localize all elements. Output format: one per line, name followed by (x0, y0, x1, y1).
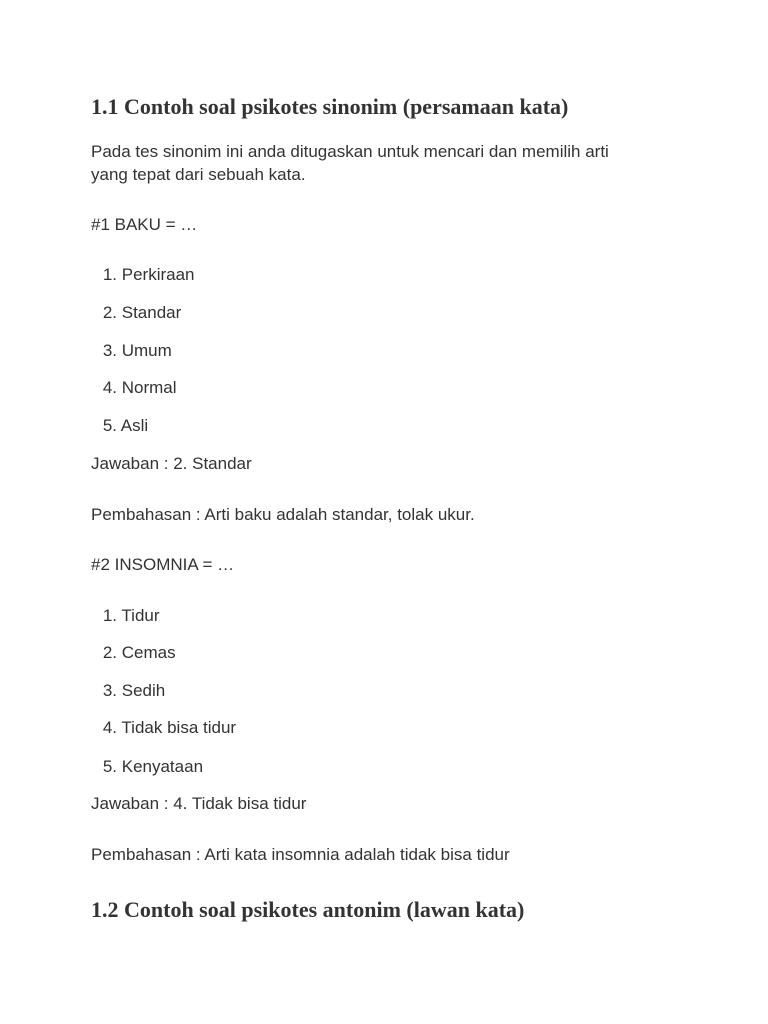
option-number: 2. (102, 643, 117, 662)
option-number: 2. (102, 303, 117, 322)
option-number: 4. (102, 718, 117, 737)
option-number: 3. (102, 681, 117, 700)
q1-answer: Jawaban : 2. Standar (91, 454, 252, 473)
q1-option-1 (91, 263, 195, 286)
q2-option-2 (91, 641, 176, 664)
q2-option-1 (91, 604, 160, 627)
option-label: Tidak bisa tidur (121, 718, 237, 737)
option-number: 1. (102, 606, 117, 625)
option-label: Sedih (121, 681, 166, 700)
option-label: Standar (121, 303, 182, 322)
option-label: Normal (121, 378, 177, 397)
option-label: Perkiraan (121, 265, 195, 284)
q2-answer: Jawaban : 4. Tidak bisa tidur (91, 794, 307, 813)
q1-explanation: Pembahasan : Arti baku adalah standar, tolak ukur. (91, 505, 475, 524)
option-number: 1. (102, 265, 117, 284)
option-number: 5. (102, 416, 117, 435)
option-label: Kenyataan (121, 757, 204, 776)
option-number: 3. (102, 341, 117, 360)
section-heading-synonym: 1.1 Contoh soal psikotes sinonim (persamaan kata) (91, 94, 569, 119)
q1-option-2 (91, 301, 181, 324)
option-number: 5. (102, 757, 117, 776)
q1-option-4 (91, 376, 177, 399)
question-2: #2 INSOMNIA = … (91, 555, 235, 574)
q2-option-3 (91, 679, 165, 702)
question-1: #1 BAKU = … (91, 215, 198, 234)
option-label: Tidur (121, 606, 160, 625)
option-label: Umum (121, 341, 172, 360)
option-label: Asli (120, 416, 149, 435)
q1-option-3 (91, 339, 172, 362)
option-number: 4. (102, 378, 117, 397)
intro-text-line-1: Pada tes sinonim ini anda ditugaskan untuk mencari dan memilih arti (91, 142, 609, 161)
intro-text-line-2: yang tepat dari sebuah kata. (91, 165, 306, 184)
section-heading-antonym: 1.2 Contoh soal psikotes antonim (lawan kata) (91, 897, 525, 922)
q2-option-5 (91, 755, 203, 778)
q1-option-5 (91, 414, 148, 437)
q2-explanation: Pembahasan : Arti kata insomnia adalah tidak bisa tidur (91, 845, 510, 864)
option-label: Cemas (121, 643, 176, 662)
q2-option-4 (91, 716, 236, 739)
